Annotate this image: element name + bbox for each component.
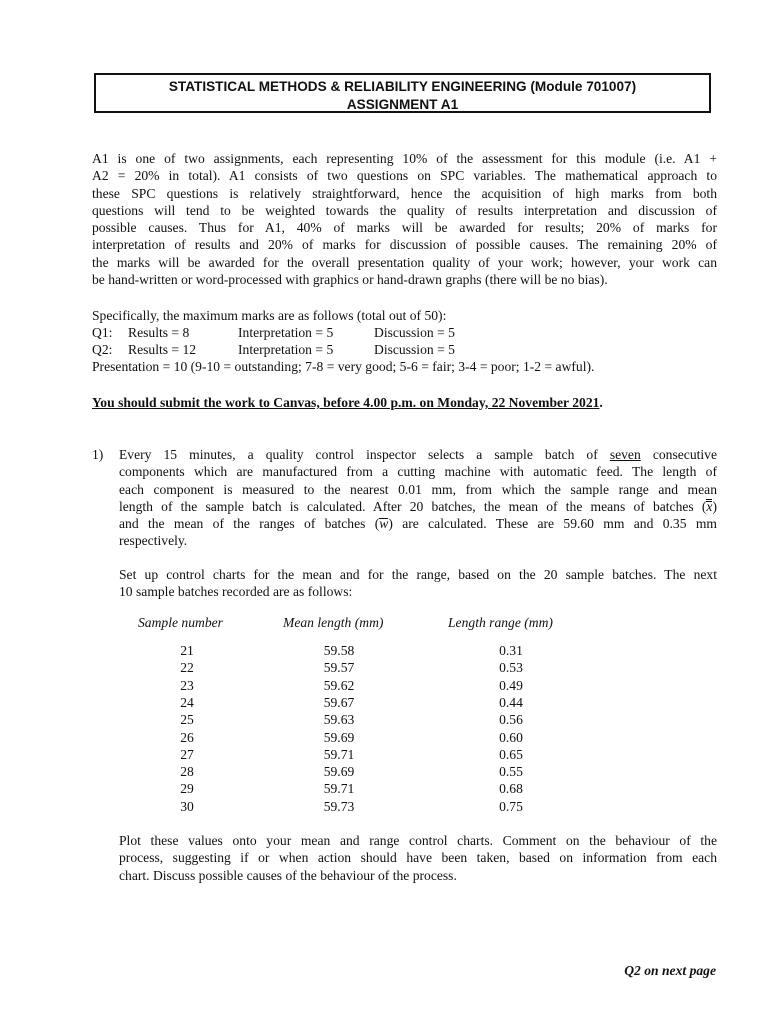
q1-line-4-end: ): [712, 498, 717, 514]
cell-sample-number: 26: [180, 729, 194, 745]
cell-sample-number: 24: [180, 694, 194, 710]
cell-mean-length: 59.58: [323, 643, 355, 658]
cell-length-range: 0.68: [499, 781, 523, 797]
intro-line: be hand-written or word-processed with graphics or hand-drawn graphs (there will be no bias).: [92, 272, 608, 288]
next-page-note: Q2 on next page: [624, 963, 716, 978]
submission-deadline: [92, 394, 603, 411]
deadline-text: You should submit the work to Canvas, before 4.00 p.m. on Monday, 22 November 2021: [92, 395, 600, 410]
intro-line: possible causes. Thus for A1, 40% of marks will be awarded for results; 20% of marks for: [92, 220, 717, 236]
cell-sample-number: 30: [180, 798, 194, 814]
module-title: STATISTICAL METHODS & RELIABILITY ENGINEERING (Module 701007): [168, 79, 637, 94]
cell-sample-number: 21: [180, 643, 194, 658]
q1-line: [119, 515, 717, 532]
question-1-number: 1): [92, 447, 104, 462]
marks-q1-discussion: Discussion = 5: [374, 325, 455, 340]
cell-sample-number: 28: [180, 764, 194, 780]
cell-mean-length: 59.69: [323, 764, 355, 780]
cell-sample-number: 27: [180, 746, 194, 762]
cell-mean-length: 59.69: [323, 729, 355, 745]
marks-q1-label: Q1:: [92, 325, 113, 340]
marks-q2-results: Results = 12: [128, 342, 197, 357]
cell-sample-number: 23: [180, 677, 194, 693]
intro-paragraph: [92, 150, 717, 288]
question-1-text: [119, 446, 717, 550]
q1-line: respectively.: [119, 533, 188, 549]
assignment-title-box: [94, 73, 711, 113]
cell-length-range: 0.44: [499, 694, 523, 710]
q1-line: [119, 446, 717, 463]
q1-line: [119, 498, 717, 515]
cell-length-range: 0.75: [499, 798, 523, 814]
cell-length-range: 0.65: [499, 746, 523, 762]
setup-line: Set up control charts for the mean and for the range, based on the 20 sample batches. The next: [119, 567, 717, 582]
table-header-length-range: Length range (mm): [448, 615, 553, 630]
marks-q2-discussion: Discussion = 5: [374, 342, 455, 357]
cell-sample-number: 25: [180, 712, 194, 728]
q1-line-1b: consecutive: [652, 447, 717, 462]
cell-mean-length: 59.67: [323, 694, 355, 710]
table-header-sample-number: Sample number: [138, 615, 223, 630]
intro-line: A1 is one of two assignments, each representing 10% of the assessment for this module (i.e. A1 +: [92, 151, 717, 166]
x-double-bar-symbol: x: [706, 498, 713, 514]
assignment-title: ASSIGNMENT A1: [346, 97, 459, 112]
cell-length-range: 0.60: [499, 729, 523, 745]
q1-line: components which are manufactured from a cutting machine with automatic feed. The length of: [119, 464, 717, 480]
setup-instructions: [119, 566, 717, 601]
plot-line: Plot these values onto your mean and range control charts. Comment on the behaviour of the: [119, 833, 717, 848]
cell-mean-length: 59.63: [323, 712, 355, 728]
intro-line: questions will tend to be weighted towards the quality of results interpretation and discussion of: [92, 202, 717, 218]
cell-length-range: 0.31: [499, 643, 523, 658]
cell-mean-length: 59.73: [323, 798, 355, 814]
q1-line-5b: ) are calculated. These are 59.60 mm and 0.35 mm: [388, 516, 717, 532]
q1-line-5a: and the mean of the ranges of batches (: [119, 516, 380, 532]
marks-q2-label: Q2:: [92, 342, 113, 357]
marks-presentation: Presentation = 10 (9-10 = outstanding; 7-8 = very good; 5-6 = fair; 3-4 = poor; 1-2 = awful).: [92, 359, 595, 374]
q1-line-1a: Every 15 minutes, a quality control inspector selects a sample batch of: [119, 447, 598, 462]
cell-length-range: 0.55: [499, 764, 523, 780]
plot-line: chart. Discuss possible causes of the behaviour of the process.: [119, 867, 457, 883]
plot-instructions: [119, 832, 717, 884]
cell-mean-length: 59.57: [323, 660, 355, 676]
cell-mean-length: 59.71: [323, 746, 355, 762]
marks-q2-interpretation: Interpretation = 5: [238, 342, 334, 357]
cell-length-range: 0.56: [499, 712, 523, 728]
setup-line: 10 sample batches recorded are as follows:: [119, 584, 353, 600]
seven-underlined: seven: [609, 447, 641, 462]
plot-line: process, suggesting if or when action should have been taken, based on information from each: [119, 850, 717, 866]
table-header-mean-length: Mean length (mm): [283, 615, 384, 630]
cell-sample-number: 22: [180, 660, 194, 676]
q1-line-4: length of the sample batch is calculated. After 20 batches, the mean of the means of batches (: [119, 498, 707, 514]
intro-line: these SPC questions is relatively straightforward, hence the acquisition of high marks from both: [92, 185, 717, 201]
marks-intro: Specifically, the maximum marks are as follows (total out of 50):: [92, 308, 447, 323]
marks-q1-interpretation: Interpretation = 5: [238, 325, 334, 340]
cell-mean-length: 59.71: [323, 781, 355, 797]
q1-line: each component is measured to the nearest 0.01 mm, from which the sample range and mean: [119, 481, 717, 497]
marks-q1-results: Results = 8: [128, 325, 190, 340]
w-bar-symbol: w: [379, 516, 389, 532]
intro-line: the marks will be awarded for the overall presentation quality of your work; however, your work can: [92, 254, 717, 270]
deadline-period: .: [599, 395, 603, 410]
cell-sample-number: 29: [180, 781, 194, 797]
cell-mean-length: 59.62: [323, 677, 355, 693]
cell-length-range: 0.49: [499, 677, 523, 693]
intro-line: A2 = 20% in total). A1 consists of two questions on SPC variables. The mathematical approach to: [92, 168, 717, 184]
cell-length-range: 0.53: [499, 660, 523, 676]
intro-line: interpretation of results and 20% of marks for discussion of possible causes. The remaining 20% of: [92, 237, 717, 253]
